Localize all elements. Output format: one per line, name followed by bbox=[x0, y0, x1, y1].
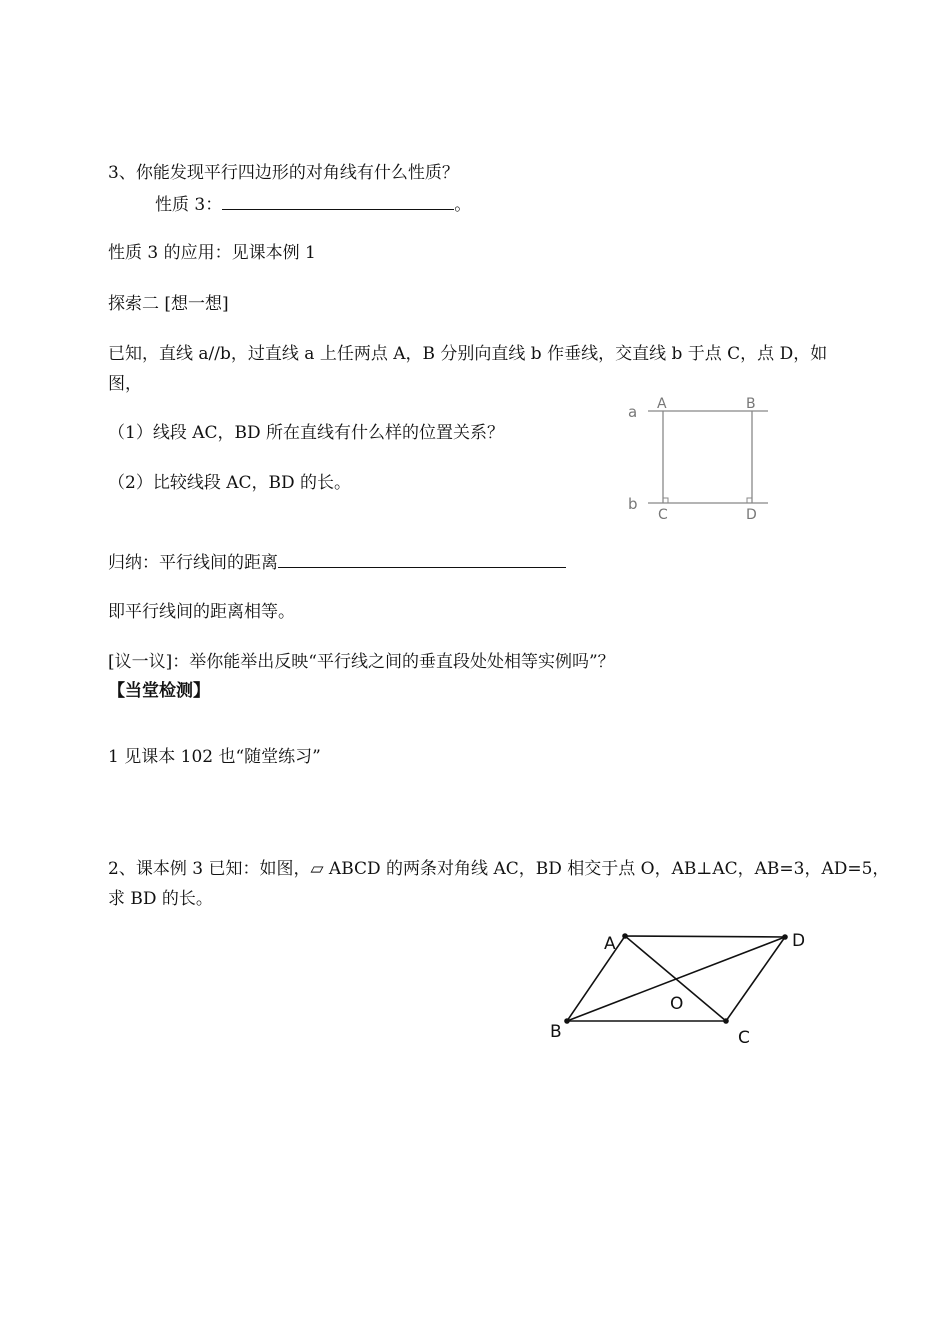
explore-2-given-line-2: 图， bbox=[108, 374, 142, 394]
right-angle-mark-c bbox=[663, 498, 668, 503]
explore-2-heading: 探索二 [想一想] bbox=[108, 294, 229, 314]
explore-2-given-line-1: 已知，直线 a//b，过直线 a 上任两点 A，B 分别向直线 b 作垂线，交直线 b 于点 C，点 D，如 bbox=[108, 344, 828, 364]
property-3-blank[interactable] bbox=[222, 193, 454, 210]
label-line-b: b bbox=[628, 495, 638, 513]
summary-row bbox=[108, 551, 566, 574]
property-3-label: 性质 3： bbox=[155, 195, 223, 215]
right-angle-mark-d bbox=[747, 498, 752, 503]
check-item-1: 1 见课本 102 也“随堂练习” bbox=[108, 747, 321, 767]
check-item-2-line-1: 2、课本例 3 已知：如图，▱ ABCD 的两条对角线 AC，BD 相交于点 O，AB⊥AC，AB=3，AD=5， bbox=[108, 859, 890, 879]
question-3: 3、你能发现平行四边形的对角线有什么性质？ bbox=[108, 163, 459, 183]
label-point-b: B bbox=[746, 396, 756, 412]
vertex-b bbox=[564, 1018, 570, 1024]
parallelogram-figure bbox=[540, 920, 820, 1055]
label-b: B bbox=[550, 1022, 562, 1042]
parallel-lines-figure bbox=[620, 390, 780, 525]
summary-blank[interactable] bbox=[278, 551, 566, 568]
vertex-c bbox=[723, 1018, 729, 1024]
label-point-a: A bbox=[657, 396, 667, 412]
vertex-d bbox=[782, 934, 788, 940]
property-3-row bbox=[155, 193, 471, 216]
check-item-2-line-2: 求 BD 的长。 bbox=[108, 889, 213, 909]
summary-label: 归纳：平行线间的距离 bbox=[108, 553, 278, 573]
explore-2-sub-question-2: （2）比较线段 AC，BD 的长。 bbox=[108, 473, 352, 493]
label-line-a: a bbox=[628, 403, 638, 421]
label-d: D bbox=[792, 931, 806, 951]
label-o: O bbox=[670, 994, 684, 1014]
property-3-end: 。 bbox=[454, 195, 472, 215]
label-point-c: C bbox=[658, 507, 668, 523]
property-3-application: 性质 3 的应用：见课本例 1 bbox=[108, 243, 316, 263]
summary-conclusion: 即平行线间的距离相等。 bbox=[108, 602, 295, 622]
label-point-d: D bbox=[746, 507, 757, 523]
discuss-question: [议一议]：举你能举出反映“平行线之间的垂直段处处相等实例吗”？ bbox=[108, 652, 615, 672]
label-c: C bbox=[738, 1028, 750, 1048]
explore-2-sub-question-1: （1）线段 AC，BD 所在直线有什么样的位置关系？ bbox=[108, 423, 505, 443]
vertex-a bbox=[622, 933, 628, 939]
label-a: A bbox=[604, 934, 616, 954]
check-heading: 【当堂检测】 bbox=[108, 681, 210, 701]
